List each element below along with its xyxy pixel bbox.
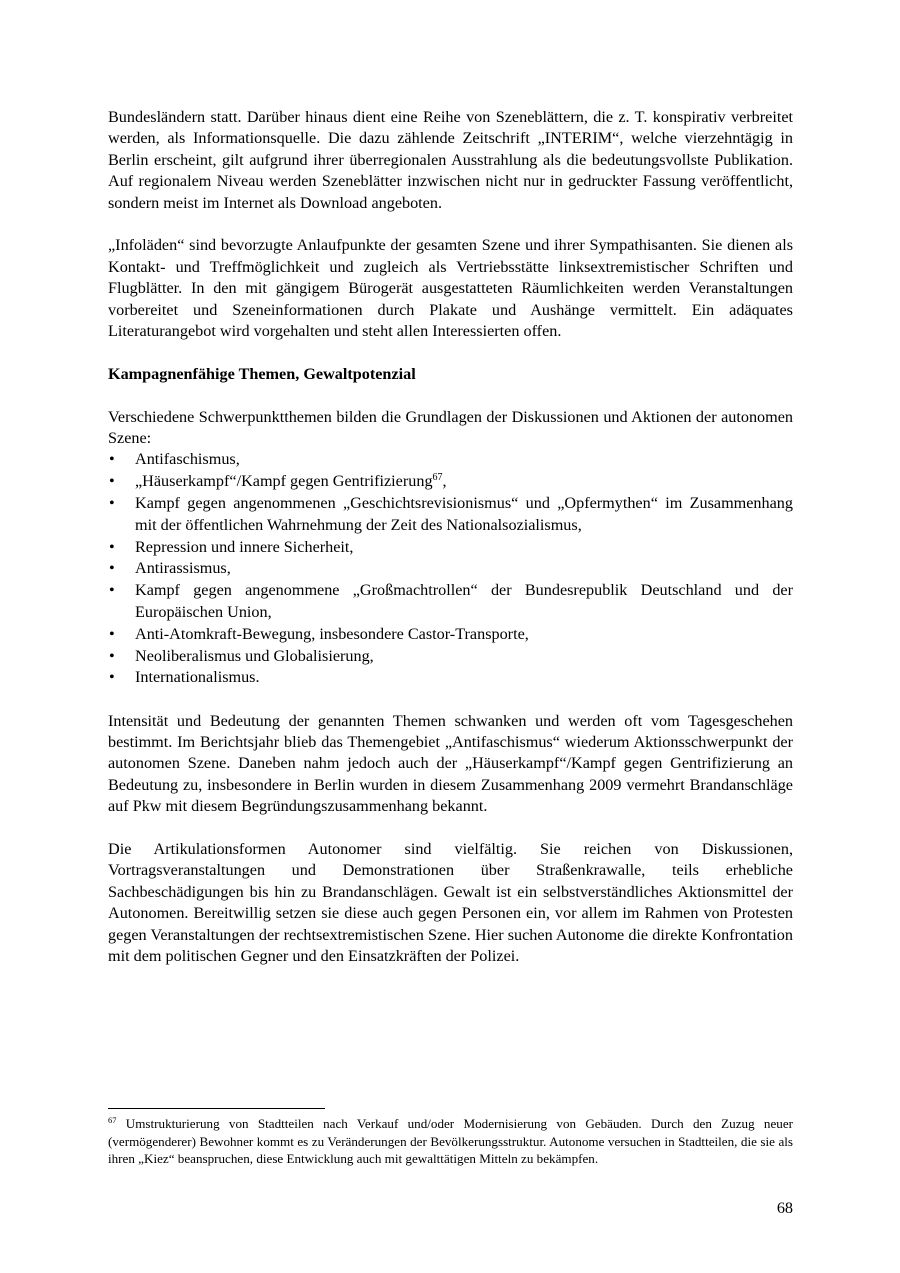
paragraph-violence: Die Artikulationsformen Autonomer sind vielfältig. Sie reichen von Diskussionen, Vortragsveranstaltungen und Demonstrationen über Straßenkrawalle, teils erhebliche Sachbeschädigungen bis hin zu Brandanschlägen. Gewalt ist ein selbstverständliches Aktionsmittel der Autonomen. Bereitwillig setzen sie diese auch gegen Personen ein, vor allem im Rahmen von Protesten gegen Veranstaltungen der rechtsextremistischen Szene. Hier suchen Autonome die direkte Konfrontation mit dem politischen Gegner und den Einsatzkräften der Polizei. <box>108 840 793 966</box>
list-item <box>108 558 793 580</box>
section-heading: Kampagnenfähige Themen, Gewaltpotenzial <box>108 364 416 383</box>
list-item-text: Repression und innere Sicherheit, <box>135 537 354 556</box>
footnote-number: 67 <box>108 1115 117 1125</box>
bullet-icon: • <box>109 559 115 578</box>
topic-list <box>108 449 793 689</box>
list-item <box>108 537 793 559</box>
bullet-icon: • <box>109 537 115 556</box>
list-item <box>108 624 793 646</box>
bullet-icon: • <box>109 668 115 687</box>
list-item <box>108 580 793 624</box>
bullet-icon: • <box>109 581 115 600</box>
bullet-icon: • <box>109 450 115 469</box>
bullet-icon: • <box>109 624 115 643</box>
list-item <box>108 646 793 668</box>
list-item <box>108 667 793 689</box>
bullet-icon: • <box>109 646 115 665</box>
footnote <box>108 1115 793 1168</box>
list-item-text: Internationalismus. <box>135 668 260 687</box>
list-item-text: Kampf gegen angenommenen „Geschichtsrevisionismus“ und „Opfermythen“ im Zusammenhang mit der öffentlichen Wahrnehmung der Zeit des Nationalsozialismus, <box>135 494 793 534</box>
footnote-reference[interactable]: 67 <box>432 472 443 484</box>
list-item-text: Kampf gegen angenommene „Großmachtrollen“ der Bundesrepublik Deutschland und der Europäischen Union, <box>135 581 793 622</box>
footnote-divider <box>108 1108 325 1109</box>
bullet-icon: • <box>109 494 115 513</box>
list-item-text: Antirassismus, <box>135 559 231 578</box>
list-item-text: „Häuserkampf“/Kampf gegen Gentrifizierung <box>135 472 433 491</box>
footnote-text: Umstrukturierung von Stadtteilen nach Verkauf und/oder Modernisierung von Gebäuden. Durch den Zuzug neuer (vermögenderer) Bewohner kommt es zu Veränderungen der Bevölkerungsstruktur. Autonome versuchen in Stadtteilen, die sie als ihren „Kiez“ beanspruchen, diese Entwicklung auch mit gewalttätigen Mitteln zu bekämpfen. <box>108 1116 793 1167</box>
page-body <box>108 107 793 989</box>
list-item <box>108 493 793 537</box>
list-intro: Verschiedene Schwerpunktthemen bilden die Grundlagen der Diskussionen und Aktionen der autonomen Szene: <box>108 407 793 448</box>
list-item-punctuation: , <box>442 472 447 491</box>
list-item <box>108 449 793 471</box>
page-number: 68 <box>776 1199 793 1217</box>
list-item <box>108 471 793 493</box>
list-item-text: Antifaschismus, <box>135 450 240 469</box>
list-item-text: Neoliberalismus und Globalisierung, <box>135 646 374 665</box>
list-item-text: Anti-Atomkraft-Bewegung, insbesondere Castor-Transporte, <box>135 624 529 643</box>
paragraph-theme-intensity: Intensität und Bedeutung der genannten Themen schwanken und werden oft vom Tagesgeschehen bestimmt. Im Berichtsjahr blieb das Themengebiet „Antifaschismus“ wiederum Aktionsschwerpunkt der autonomen Szene. Daneben nahm jedoch auch der „Häuserkampf“/Kampf gegen Gentrifizierung an Bedeutung zu, insbesondere in Berlin wurden in diesem Zusammenhang 2009 vermehrt Brandanschläge auf Pkw mit diesem Begründungszusammenhang bekannt. <box>108 711 793 816</box>
paragraph-scene-publications: Bundesländern statt. Darüber hinaus dient eine Reihe von Szeneblättern, die z. T. konspirativ verbreitet werden, als Informationsquelle. Die dazu zählende Zeitschrift „INTERIM“, welche vierzehntägig in Berlin erscheint, gilt aufgrund ihrer überregionalen Ausstrahlung als die bedeutungsvollste Publikation. Auf regionalem Niveau werden Szeneblätter inzwischen nicht nur in gedruckter Fassung veröffentlicht, sondern meist im Internet als Download angeboten. <box>108 108 793 212</box>
paragraph-infolaeden: „Infoläden“ sind bevorzugte Anlaufpunkte der gesamten Szene und ihrer Sympathisanten. Sie dienen als Kontakt- und Treffmöglichkeit und zugleich als Vertriebsstätte linksextremistischer Schriften und Flugblätter. In den mit gängigem Bürogerät ausgestatteten Räumlichkeiten werden Veranstaltungen vorbereitet und Szeneinformationen durch Plakate und Aushänge vermittelt. Ein adäquates Literaturangebot wird vorgehalten und steht allen Interessierten offen. <box>108 236 793 341</box>
bullet-icon: • <box>109 472 115 491</box>
